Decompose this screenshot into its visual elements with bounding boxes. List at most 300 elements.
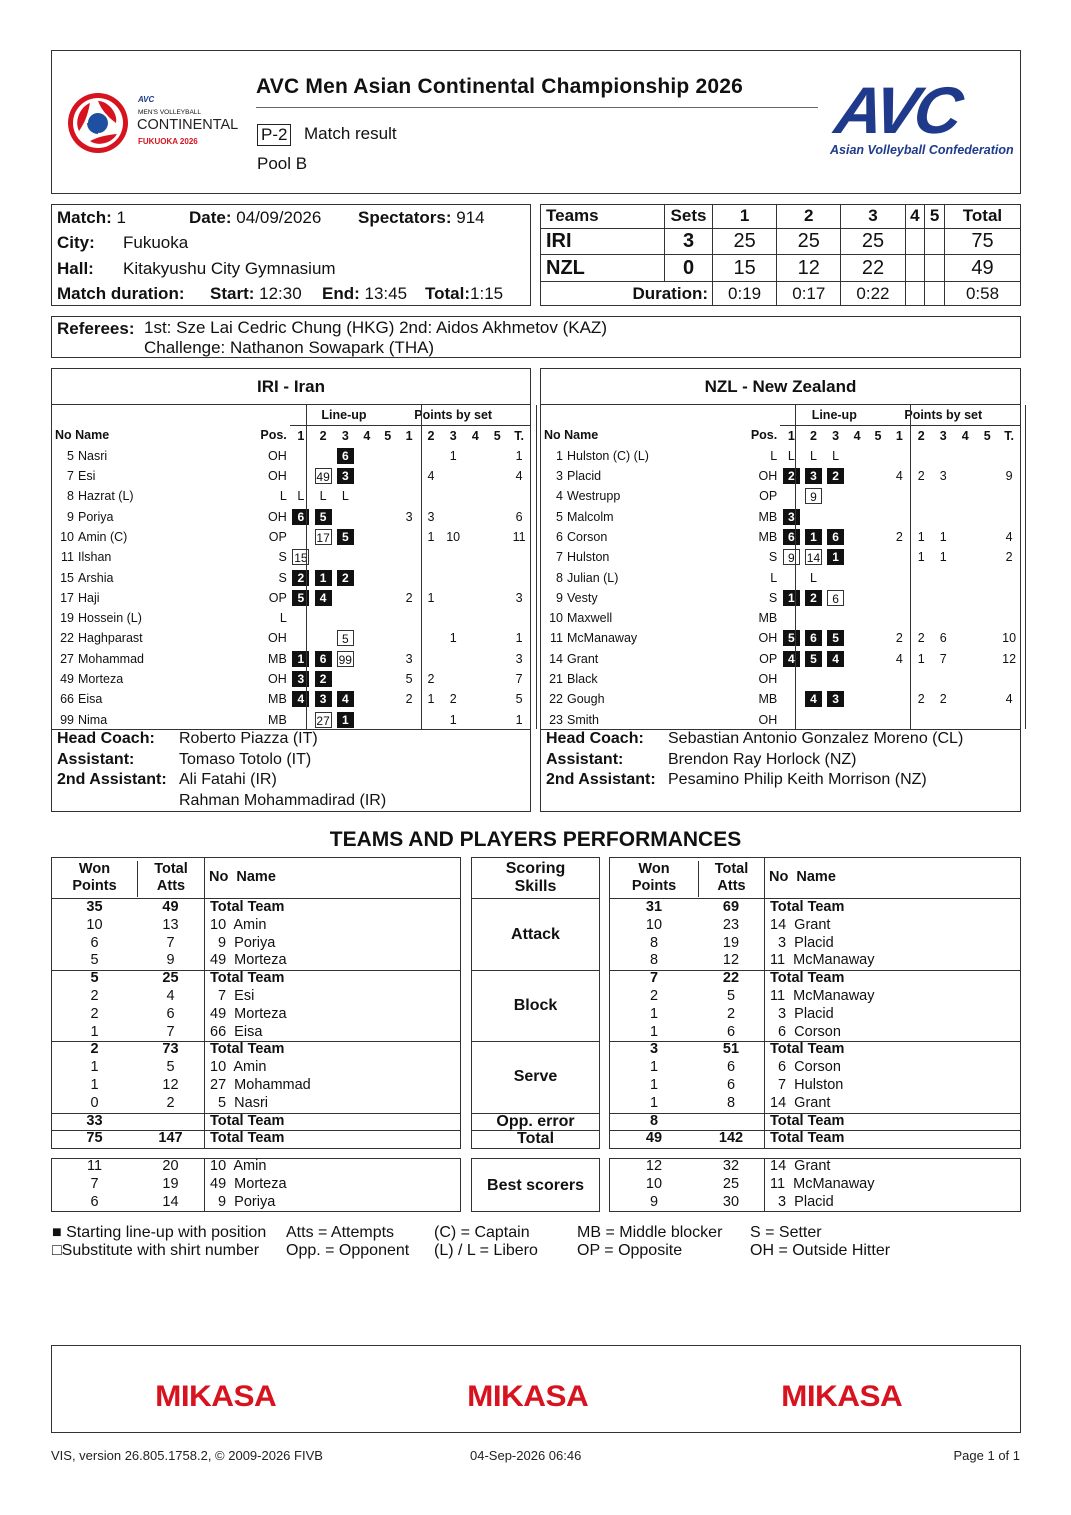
set-points [976, 486, 998, 506]
set-points: 1 [427, 590, 435, 605]
lineup-cell [312, 689, 334, 709]
set-points [888, 446, 910, 466]
player-or-team: 3 Placid [770, 1005, 834, 1022]
won-points-value: 0 [90, 1094, 99, 1111]
lineup-cell [825, 547, 847, 567]
city-value: Fukuoka [123, 233, 189, 252]
total-label: Total: [425, 284, 471, 303]
lineup-cell [377, 689, 398, 709]
coach-name: Brendon Ray Horlock (NZ) [668, 750, 857, 768]
player-name: Esi [78, 469, 96, 484]
lineup-cell [356, 486, 377, 506]
lineup-cell [868, 506, 889, 526]
set-points: 3 [405, 509, 413, 524]
lineup-cell [334, 567, 356, 587]
set-points: 6 [939, 631, 947, 646]
set-number-header: 2 [427, 428, 435, 443]
set-number-header: 5 [874, 428, 882, 443]
lineup-cell [334, 628, 356, 648]
total-atts-value: 2 [166, 1094, 175, 1111]
player-position: OP [268, 529, 287, 544]
starting-position-box: 5 [827, 630, 844, 646]
lineup-cell [868, 669, 889, 689]
skill-block-nzl [609, 899, 1021, 971]
lineup-cell [780, 466, 802, 486]
lineup-cell [334, 669, 356, 689]
won-points-value: 1 [90, 1059, 99, 1076]
player-row [52, 649, 530, 669]
set-points [420, 547, 442, 567]
lineup-cell [356, 709, 377, 729]
set-points [486, 689, 508, 709]
lineup-cell [868, 446, 889, 466]
set-points [954, 506, 976, 526]
coach-role: Assistant: [57, 750, 135, 768]
lineup-cell [802, 486, 824, 506]
lineup-cell [780, 446, 802, 466]
player-no-name [52, 466, 260, 486]
total-atts-value: 6 [726, 1023, 736, 1040]
skill-block-nzl [609, 970, 1021, 1042]
player-number: 22 [549, 692, 563, 707]
avc-logo-letters: AVC [830, 73, 964, 147]
best-scorers-nzl [609, 1158, 1021, 1212]
total-atts-value: 19 [722, 934, 740, 951]
player-position: MB [758, 692, 778, 707]
roster-column-header [52, 425, 530, 445]
player-number: 14 [549, 651, 563, 666]
col-divider [764, 1041, 765, 1112]
lineup-cell [780, 506, 802, 526]
col-divider [764, 970, 765, 1041]
lineup-cell [290, 588, 312, 608]
set-points [888, 588, 910, 608]
set-points [398, 446, 420, 466]
player-number: 3 [556, 469, 563, 484]
set-score: 25 [777, 228, 841, 255]
score-header-cell: 1 [713, 205, 777, 229]
total-atts-value: 9 [166, 952, 175, 969]
header-line: Won [78, 861, 111, 877]
starting-position-box: 6 [337, 448, 354, 464]
roster-group-header [52, 405, 530, 425]
set-points [954, 689, 976, 709]
substitute-box: 5 [337, 630, 354, 646]
starting-position-box: 6 [315, 651, 332, 667]
column-divider [306, 405, 307, 729]
col-divider [764, 899, 765, 970]
set-number-header: 1 [787, 428, 795, 443]
lineup-cell [825, 588, 847, 608]
total-player-points [998, 669, 1020, 689]
starting-position-box: 4 [783, 651, 800, 667]
total-atts-value: 20 [162, 1158, 179, 1174]
set-points [442, 649, 464, 669]
lineup-cell [825, 466, 847, 486]
lineup-cell [825, 649, 847, 669]
substitute-box: 14 [806, 551, 821, 566]
coach-role: Head Coach: [57, 730, 155, 747]
set-points [910, 446, 932, 466]
set-score [905, 228, 925, 255]
set-number-header: 5 [384, 428, 392, 443]
won-points-value: 8 [649, 934, 659, 951]
won-points-value: 6 [90, 1193, 99, 1210]
won-points-value: 11 [86, 1158, 103, 1174]
set-duration: 0:19 [713, 282, 777, 306]
total-player-points: 11 [512, 529, 526, 544]
player-row [52, 486, 530, 506]
player-name: Black [567, 672, 598, 686]
set-points: 1 [449, 448, 457, 463]
player-or-team: Total Team [770, 970, 845, 987]
total-atts-value: 23 [722, 916, 740, 933]
player-or-team: 14 Grant [770, 916, 831, 933]
lineup-cell [377, 709, 398, 729]
set-points: 1 [449, 631, 457, 646]
column-divider [1025, 405, 1026, 729]
lineup-cell [356, 628, 377, 648]
lineup-cell [334, 527, 356, 547]
set-number-header: 3 [939, 428, 947, 443]
set-points: 1 [449, 712, 457, 727]
lineup-cell [868, 608, 889, 628]
coach-name: Roberto Piazza (IT) [179, 730, 318, 747]
lineup-cell [312, 669, 334, 689]
lineup-cell [312, 486, 334, 506]
lineup-cell [312, 527, 334, 547]
player-position: OH [268, 469, 287, 484]
lineup-cell [825, 608, 847, 628]
player-or-team: 5 Nasri [210, 1094, 269, 1111]
player-no-name [52, 649, 260, 669]
player-position: L [279, 489, 287, 504]
set-points [486, 608, 508, 628]
player-name: Corson [567, 529, 608, 544]
lineup-cell [825, 669, 847, 689]
player-position: MB [758, 611, 778, 626]
pos-header: Pos. [750, 428, 778, 443]
libero-mark: L [810, 570, 817, 585]
player-number: 7 [556, 550, 563, 565]
player-row [52, 547, 530, 567]
match-info [51, 204, 531, 306]
lineup-cell [780, 628, 802, 648]
total-player-points: 3 [515, 651, 523, 666]
set-points [976, 588, 998, 608]
set-points [888, 486, 910, 506]
set-points: 4 [895, 469, 903, 484]
set-points [910, 486, 932, 506]
player-or-team: Total Team [770, 899, 845, 915]
player-row [541, 446, 1020, 466]
lineup-cell [847, 649, 868, 669]
set-number-header: 4 [961, 428, 969, 443]
total-player-points: 2 [1005, 550, 1013, 565]
set-number-header: 2 [319, 428, 327, 443]
player-or-team: 49 Morteza [210, 1175, 287, 1192]
player-name: Mohammad [78, 651, 144, 666]
player-position: MB [268, 712, 287, 727]
t-header: T. [514, 428, 524, 443]
total-atts-value: 49 [162, 899, 179, 915]
starting-position-box: 5 [315, 509, 332, 525]
score-header-row [541, 205, 1021, 229]
lineup-cell [847, 689, 868, 709]
hall-value: Kitakyushu City Gymnasium [123, 259, 336, 278]
set-points [888, 608, 910, 628]
set-points [954, 466, 976, 486]
total-player-points [998, 709, 1020, 729]
set-points [954, 567, 976, 587]
skills-header [471, 857, 600, 899]
header-line: Total [154, 861, 188, 877]
header-line: Atts [156, 878, 186, 894]
set-points: 4 [895, 651, 903, 666]
player-row [52, 689, 530, 709]
won-points-value: 5 [90, 952, 99, 969]
total-atts-value: 5 [166, 1059, 175, 1076]
total-player-points: 3 [515, 590, 523, 605]
total-player-points [998, 608, 1020, 628]
lineup-cell [312, 466, 334, 486]
won-points-value: 8 [649, 952, 659, 969]
set-points [420, 608, 442, 628]
player-name: Malcolm [567, 509, 614, 524]
lineup-cell [356, 608, 377, 628]
lineup-cell [802, 608, 824, 628]
lineup-cell [356, 689, 377, 709]
player-row [541, 486, 1020, 506]
substitute-box: 9 [783, 549, 800, 565]
set-score [905, 255, 925, 282]
set-points [888, 506, 910, 526]
lineup-cell [847, 547, 868, 567]
set-points [442, 669, 464, 689]
lineup-cell [356, 588, 377, 608]
best-scorers-iri [51, 1158, 461, 1212]
sets-won: 0 [665, 255, 713, 282]
player-name: Ilshan [78, 550, 112, 565]
header-line: Scoring [505, 860, 566, 877]
total-points: 49 [944, 255, 1020, 282]
player-name: Gough [567, 692, 605, 707]
set-points [932, 567, 954, 587]
set-number-header: 3 [341, 428, 349, 443]
player-position: MB [268, 692, 287, 707]
set-points [486, 669, 508, 689]
player-number: 99 [60, 712, 74, 727]
player-name: Poriya [78, 509, 114, 524]
won-points-value: 10 [645, 916, 663, 933]
total-player-points: 4 [1005, 692, 1013, 707]
set-points [420, 486, 442, 506]
total-atts-value: 6 [166, 1005, 175, 1022]
lineup-cell [825, 628, 847, 648]
lineup-cell [868, 588, 889, 608]
document-code: P-2 [257, 124, 291, 146]
header-line: Skills [514, 878, 557, 895]
libero-mark: L [832, 448, 840, 463]
lineup-cell [290, 567, 312, 587]
lineup-cell [334, 547, 356, 567]
coach-role: 2nd Assistant: [57, 771, 167, 788]
total-atts-value: 6 [726, 1059, 736, 1076]
player-number: 5 [556, 509, 563, 524]
lineup-cell [868, 649, 889, 669]
skill-name: Block [471, 970, 600, 1042]
lineup-cell [290, 547, 312, 567]
set-points [976, 669, 998, 689]
won-points-value: 31 [645, 899, 663, 915]
lineup-cell [780, 608, 802, 628]
player-or-team: Total Team [210, 1130, 285, 1147]
lineup-cell [847, 527, 868, 547]
legend-item: (L) / L = Libero [434, 1242, 538, 1259]
player-position: OH [268, 509, 287, 524]
player-or-team: 7 Hulston [770, 1076, 844, 1093]
set-duration: 0:58 [944, 282, 1020, 306]
won-points-value: 1 [649, 1023, 659, 1040]
set-number-header: 1 [405, 428, 413, 443]
set-points [888, 669, 910, 689]
player-number: 11 [61, 550, 74, 565]
player-position: OP [759, 489, 778, 504]
set-points [420, 628, 442, 648]
footer-version: VIS, version 26.805.1758.2, © 2009-2026 FIVB [51, 1448, 323, 1463]
set-points [954, 709, 976, 729]
lineup-cell [802, 446, 824, 466]
lineup-cell [334, 649, 356, 669]
lineup-cell [334, 709, 356, 729]
referees-panel [51, 316, 1021, 358]
total-atts-value: 6 [726, 1076, 736, 1093]
lineup-cell [290, 689, 312, 709]
libero-mark: L [297, 489, 305, 504]
header-line: Total [714, 861, 749, 877]
set-duration: 0:17 [777, 282, 841, 306]
won-points-value: 8 [649, 1112, 659, 1129]
player-row [541, 689, 1020, 709]
lineup-cell [802, 588, 824, 608]
legend-item: OH = Outside Hitter [750, 1242, 891, 1259]
player-position: L [770, 448, 778, 463]
lineup-cell [780, 547, 802, 567]
won-points-value: 10 [645, 1175, 663, 1192]
set-points [486, 709, 508, 729]
date-label: Date: [189, 208, 232, 227]
player-row [541, 649, 1020, 669]
lineup-cell [290, 649, 312, 669]
player-position: OH [758, 469, 778, 484]
player-name: Smith [567, 712, 599, 727]
player-position: S [278, 550, 287, 565]
set-number-header: 5 [983, 428, 991, 443]
won-points-value: 10 [86, 916, 103, 933]
set-points [398, 608, 420, 628]
player-row [52, 588, 530, 608]
perf-header-iri [51, 857, 461, 899]
lineup-cell [868, 486, 889, 506]
player-number: 27 [60, 651, 74, 666]
libero-mark: L [810, 448, 817, 463]
roster-column-header [541, 425, 1020, 445]
starting-position-box: 1 [292, 651, 309, 667]
player-or-team: 49 Morteza [210, 1005, 287, 1022]
set-points [420, 709, 442, 729]
lineup-cell [868, 709, 889, 729]
set-points [398, 547, 420, 567]
set-points [976, 689, 998, 709]
player-number: 10 [549, 611, 563, 626]
starting-position-box: 2 [292, 570, 309, 586]
player-or-team: 49 Morteza [210, 952, 287, 969]
player-number: 49 [60, 672, 74, 686]
player-row [52, 709, 530, 729]
player-position: OH [758, 672, 778, 686]
player-or-team: 14 Grant [770, 1094, 831, 1111]
player-row [52, 669, 530, 689]
starting-position-box: 1 [315, 570, 332, 586]
set-points [976, 608, 998, 628]
substitute-box: 99 [338, 652, 352, 667]
set-points [954, 628, 976, 648]
roster-group-header [541, 405, 1020, 425]
lineup-cell [868, 466, 889, 486]
points-header: Points by set [398, 405, 508, 425]
legend-item: OP = Opposite [577, 1242, 683, 1259]
won-points-value: 2 [90, 1041, 99, 1058]
set-points [910, 588, 932, 608]
total-player-points [508, 486, 530, 506]
title-divider [256, 107, 818, 108]
t-header: T. [1004, 428, 1014, 443]
player-no-name [52, 689, 260, 709]
set-points: 2 [405, 692, 413, 707]
set-points [932, 446, 954, 466]
set-points: 1 [917, 529, 925, 544]
player-position: OH [268, 631, 287, 646]
player-row [52, 466, 530, 486]
lineup-cell [377, 628, 398, 648]
substitute-box: 6 [827, 590, 844, 606]
substitute-box: 9 [805, 488, 822, 504]
won-points-value: 7 [649, 970, 659, 987]
set-points [954, 527, 976, 547]
set-points [486, 466, 508, 486]
total-player-points: 9 [1005, 469, 1013, 484]
won-points-value: 12 [645, 1158, 663, 1174]
score-table [540, 204, 1021, 306]
player-name: Hazrat (L) [78, 489, 134, 504]
set-points: 2 [917, 692, 925, 707]
volleyball-flower-icon [62, 91, 136, 155]
match-label: Match: [57, 208, 112, 227]
document-subtitle: Match result [304, 124, 397, 143]
player-or-team: Total Team [210, 970, 285, 987]
won-points-value: 1 [649, 1094, 659, 1111]
lineup-cell [356, 466, 377, 486]
perf-header-nzl [609, 857, 1021, 899]
lineup-cell [290, 527, 312, 547]
set-points [464, 486, 486, 506]
player-number: 10 [60, 529, 74, 544]
won-points-value: 3 [649, 1041, 659, 1058]
starting-position-box: 3 [315, 691, 332, 707]
player-row [541, 628, 1020, 648]
set-number-header: 4 [471, 428, 479, 443]
lineup-cell [312, 567, 334, 587]
